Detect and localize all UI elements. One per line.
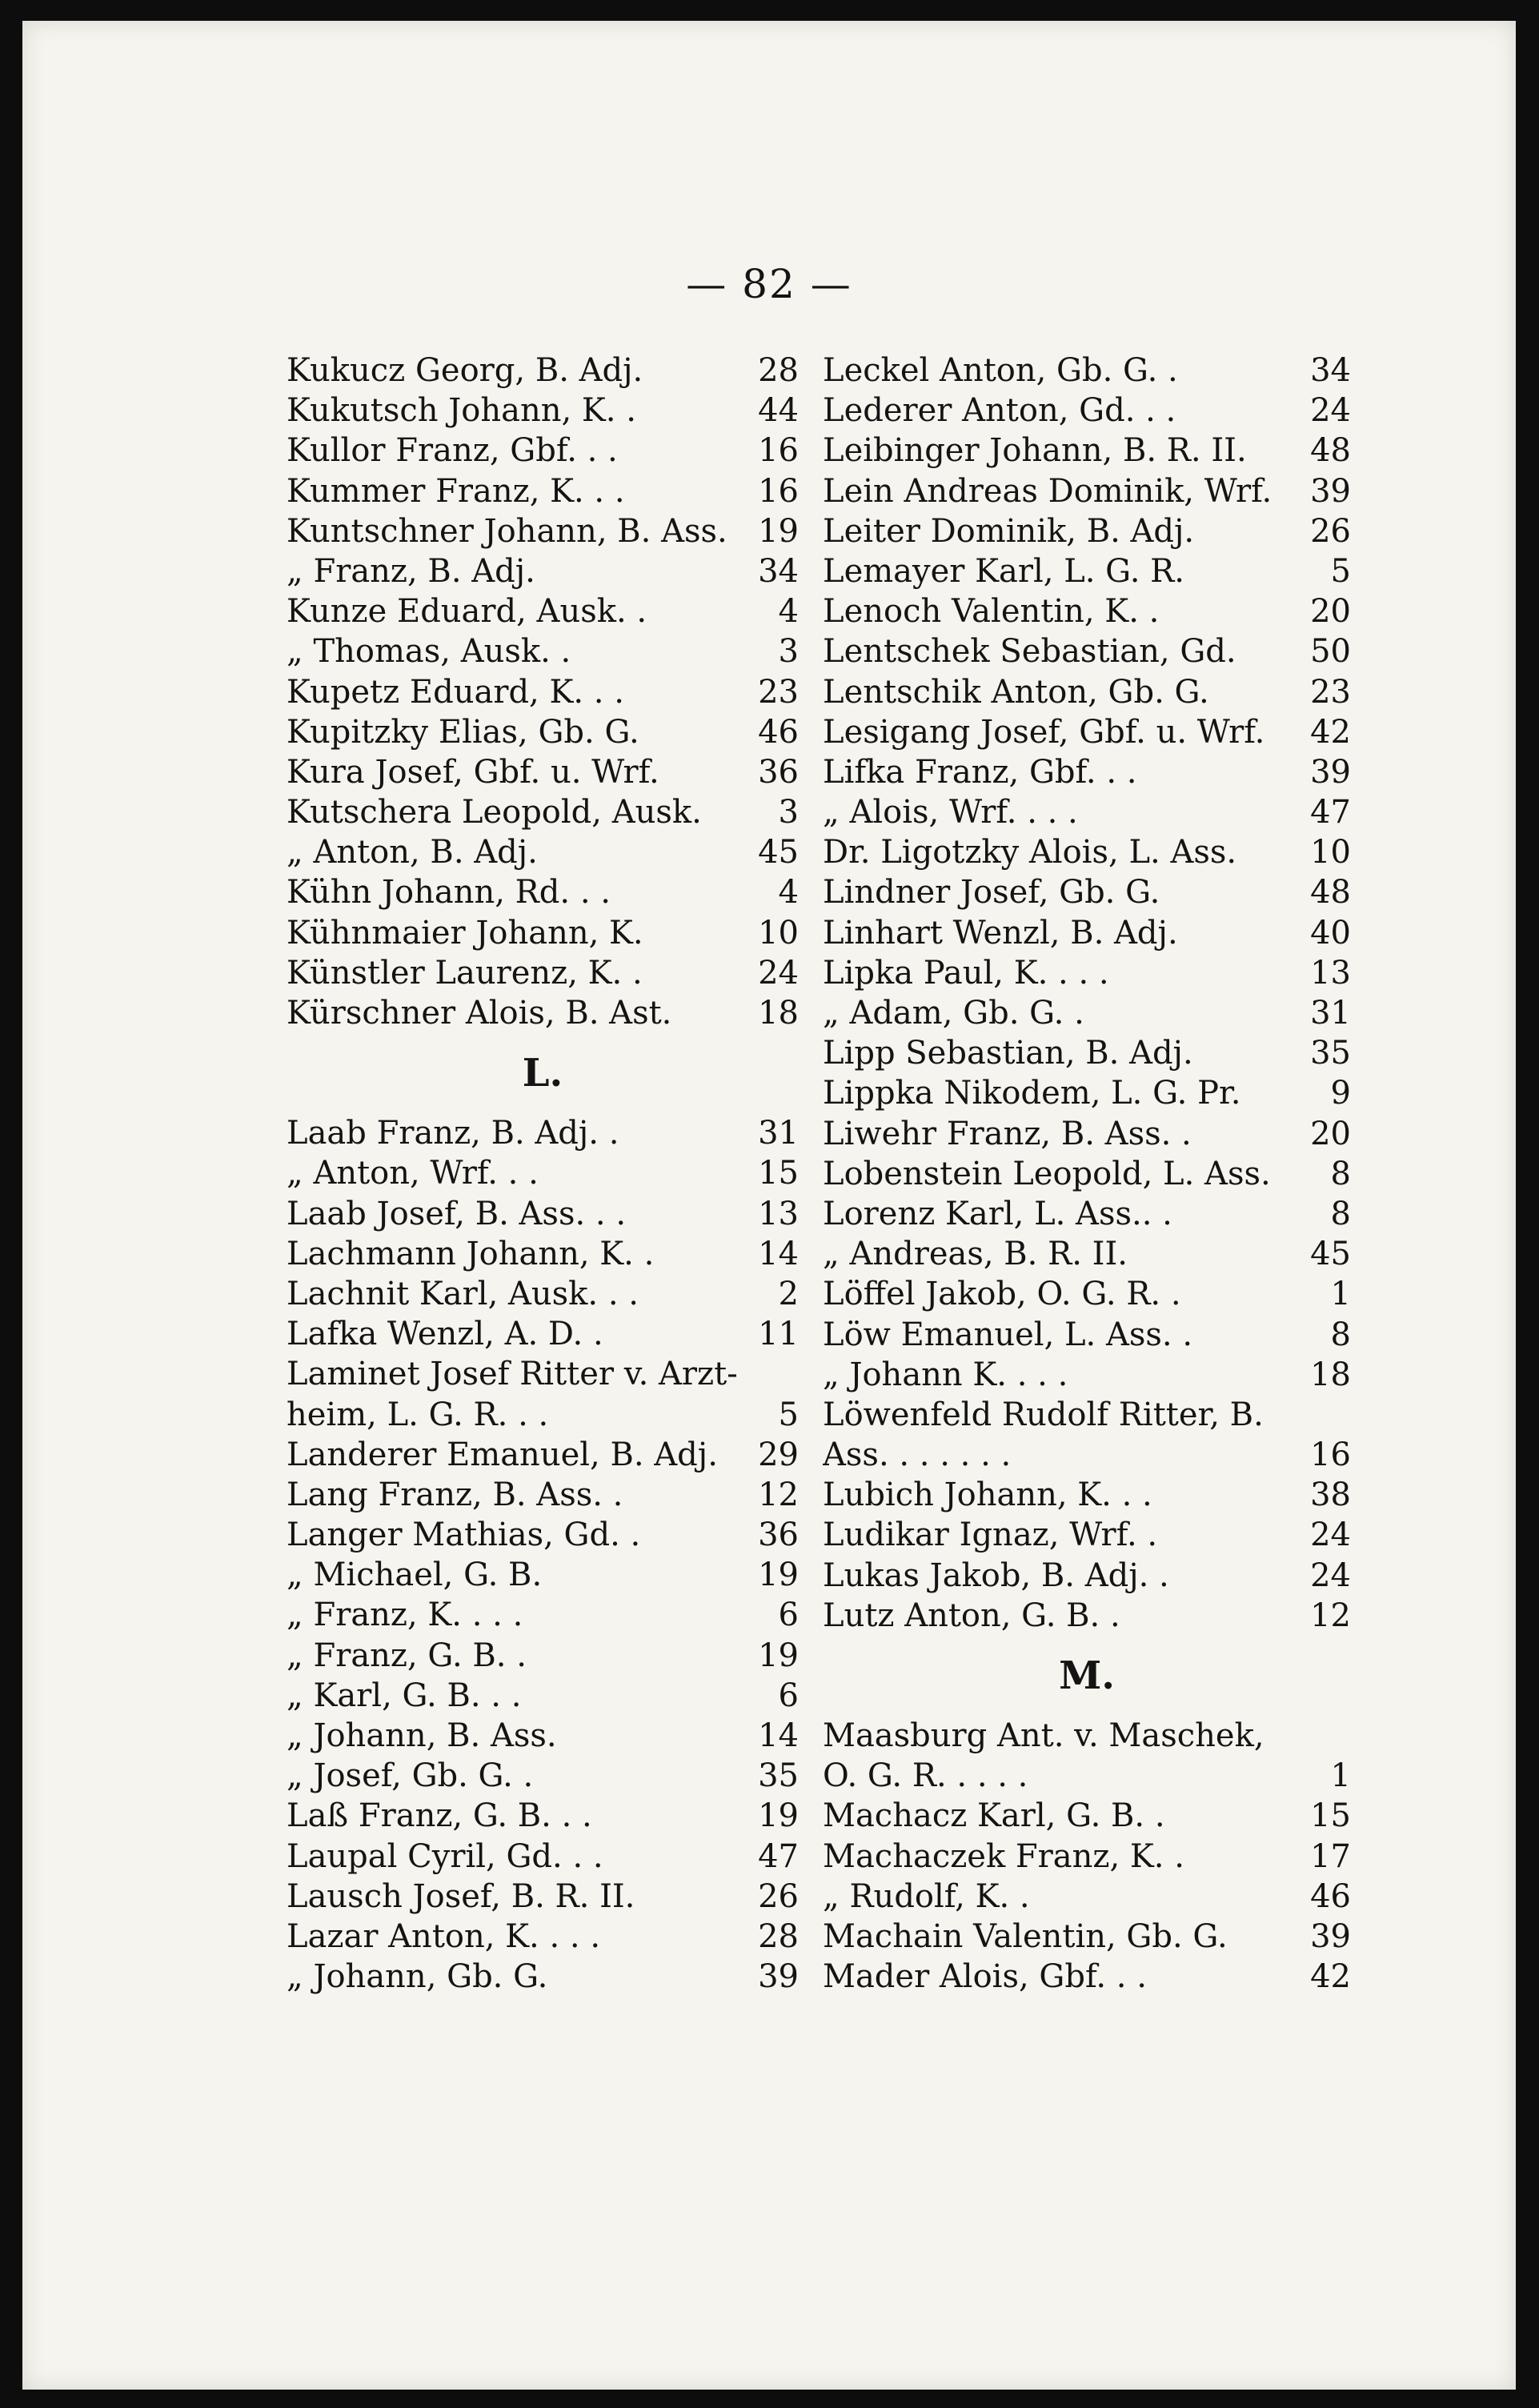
- entry-name: Dr. Ligotzky Alois, L. Ass.: [823, 834, 1237, 871]
- directory-entry: [823, 1194, 1351, 1234]
- entry-page-number: 2: [778, 1275, 799, 1312]
- entry-page-number: 23: [1310, 673, 1351, 711]
- entry-page-number: 19: [758, 1557, 799, 1594]
- entry-page-number: 38: [1310, 1476, 1351, 1514]
- directory-entry: [287, 993, 799, 1033]
- directory-entry: [287, 1234, 799, 1274]
- directory-entry: [823, 1114, 1351, 1154]
- directory-entry: [823, 631, 1351, 671]
- entry-name: Lein Andreas Dominik, Wrf.: [823, 472, 1272, 510]
- directory-entry: [823, 1355, 1351, 1395]
- entry-name: Lenoch Valentin, K. .: [823, 593, 1160, 631]
- directory-entry: [823, 511, 1351, 551]
- book-page: [22, 21, 1516, 2390]
- entry-name: Ass. . . . . . .: [823, 1436, 1012, 1474]
- entry-page-number: 24: [1310, 1517, 1351, 1554]
- entry-page-number: 19: [758, 1797, 799, 1835]
- entry-page-number: 36: [758, 1517, 799, 1554]
- entry-page-number: 1: [1330, 1276, 1351, 1313]
- entry-page-number: 13: [1310, 954, 1351, 992]
- right-entries-m: [823, 1716, 1351, 1997]
- entry-name: Lederer Anton, Gd. . .: [823, 392, 1176, 430]
- entry-name: Löwenfeld Rudolf Ritter, B.: [823, 1396, 1264, 1433]
- directory-entry: [287, 631, 799, 671]
- entry-name: Liwehr Franz, B. Ass. .: [823, 1115, 1192, 1152]
- entry-name: Kunze Eduard, Ausk. .: [287, 593, 647, 631]
- directory-entry: [287, 1314, 799, 1354]
- entry-page-number: 45: [1310, 1236, 1351, 1273]
- entry-page-number: 26: [758, 1877, 799, 1915]
- entry-page-number: 3: [778, 794, 799, 831]
- entry-page-number: 16: [1310, 1436, 1351, 1474]
- entry-name: Laupal Cyril, Gd. . .: [287, 1837, 603, 1875]
- directory-entry: [823, 913, 1351, 953]
- directory-entry: [287, 1354, 799, 1394]
- entry-page-number: 19: [758, 512, 799, 550]
- directory-entry: [287, 1877, 799, 1917]
- entry-name: „ Rudolf, K. .: [823, 1877, 1030, 1915]
- directory-entry: [287, 1676, 799, 1716]
- entry-page-number: 13: [758, 1195, 799, 1232]
- directory-entry: [823, 1756, 1351, 1796]
- entry-name: „ Franz, K. . . .: [287, 1597, 523, 1634]
- entry-page-number: 42: [1310, 1958, 1351, 1996]
- entry-name: Landerer Emanuel, B. Adj.: [287, 1436, 718, 1473]
- directory-entry: [287, 1957, 799, 1997]
- directory-entry: [287, 752, 799, 792]
- entry-name: Langer Mathias, Gd. .: [287, 1517, 641, 1554]
- directory-entry: [287, 1153, 799, 1193]
- entry-page-number: 34: [1310, 352, 1351, 389]
- directory-entry: [823, 391, 1351, 431]
- entry-page-number: 39: [758, 1958, 799, 1996]
- directory-entry: [823, 832, 1351, 872]
- entry-page-number: 47: [1310, 794, 1351, 831]
- entry-name: Lipp Sebastian, B. Adj.: [823, 1035, 1193, 1072]
- page-number: — 82 —: [686, 261, 852, 307]
- directory-entry: [287, 591, 799, 631]
- directory-entry: [823, 1073, 1351, 1113]
- entry-page-number: 24: [1310, 392, 1351, 430]
- entry-name: „ Anton, B. Adj.: [287, 834, 538, 871]
- directory-entry: [287, 953, 799, 993]
- entry-name: Lifka Franz, Gbf. . .: [823, 753, 1137, 791]
- entry-page-number: 42: [1310, 713, 1351, 751]
- directory-entry: [287, 1716, 799, 1756]
- directory-entry: [823, 1274, 1351, 1314]
- directory-entry: [823, 712, 1351, 752]
- entry-name: Kukucz Georg, B. Adj.: [287, 352, 643, 389]
- right-entries-l: [823, 351, 1351, 1636]
- directory-entry: [823, 1033, 1351, 1073]
- directory-entry: [823, 672, 1351, 712]
- directory-entry: [287, 431, 799, 471]
- directory-entry: [823, 1716, 1351, 1756]
- directory-entry: [287, 1435, 799, 1475]
- entry-page-number: 15: [758, 1155, 799, 1192]
- entry-page-number: 24: [1310, 1557, 1351, 1594]
- entry-name: Löffel Jakob, O. G. R. .: [823, 1276, 1181, 1313]
- entry-name: Machain Valentin, Gb. G.: [823, 1917, 1228, 1955]
- entry-page-number: 48: [1310, 432, 1351, 470]
- entry-name: Kupetz Eduard, K. . .: [287, 673, 624, 711]
- entry-page-number: 12: [1310, 1597, 1351, 1634]
- entry-name: Ludikar Ignaz, Wrf. .: [823, 1517, 1158, 1554]
- directory-entry: [823, 752, 1351, 792]
- entry-name: Leckel Anton, Gb. G. .: [823, 352, 1178, 389]
- left-column: [287, 351, 799, 1997]
- entry-page-number: 47: [758, 1837, 799, 1875]
- directory-entry: [823, 1515, 1351, 1555]
- entry-name: Lang Franz, B. Ass. .: [287, 1476, 623, 1513]
- directory-entry: [823, 792, 1351, 832]
- entry-name: Kura Josef, Gbf. u. Wrf.: [287, 753, 659, 791]
- entry-name: Lindner Josef, Gb. G.: [823, 874, 1160, 912]
- entry-page-number: 6: [778, 1677, 799, 1714]
- entry-name: „ Franz, B. Adj.: [287, 552, 535, 590]
- directory-entry: [823, 1435, 1351, 1475]
- entry-name: Laab Josef, B. Ass. . .: [287, 1195, 627, 1232]
- entry-page-number: 8: [1330, 1155, 1351, 1192]
- entry-page-number: 34: [758, 552, 799, 590]
- entry-name: „ Alois, Wrf. . . .: [823, 794, 1078, 831]
- entry-page-number: 23: [758, 673, 799, 711]
- entry-page-number: 31: [1310, 995, 1351, 1032]
- directory-entry: [823, 1957, 1351, 1997]
- entry-page-number: 20: [1310, 1115, 1351, 1152]
- entry-name: Lazar Anton, K. . . .: [287, 1917, 601, 1955]
- entry-name: Lipka Paul, K. . . .: [823, 954, 1109, 992]
- entry-page-number: 15: [1310, 1797, 1351, 1835]
- entry-page-number: 16: [758, 472, 799, 510]
- entry-page-number: 6: [778, 1597, 799, 1634]
- directory-entry: [823, 1837, 1351, 1877]
- entry-name: „ Andreas, B. R. II.: [823, 1236, 1128, 1273]
- entry-name: Leiter Dominik, B. Adj.: [823, 512, 1195, 550]
- entry-name: Lobenstein Leopold, L. Ass.: [823, 1155, 1271, 1192]
- directory-entry: [823, 1596, 1351, 1636]
- directory-entry: [823, 1315, 1351, 1355]
- entry-name: Künstler Laurenz, K. .: [287, 954, 643, 992]
- directory-entry: [287, 1756, 799, 1796]
- entry-name: „ Johann, B. Ass.: [287, 1717, 557, 1754]
- directory-entry: [823, 872, 1351, 912]
- entry-page-number: 16: [758, 432, 799, 470]
- entry-page-number: 4: [778, 593, 799, 631]
- directory-entry: [823, 993, 1351, 1033]
- entry-name: O. G. R. . . . .: [823, 1757, 1028, 1795]
- entry-page-number: 5: [1330, 552, 1351, 590]
- entry-name: Kukutsch Johann, K. .: [287, 392, 636, 430]
- entry-page-number: 1: [1330, 1757, 1351, 1795]
- directory-entry: [287, 913, 799, 953]
- entry-name: Maasburg Ant. v. Maschek,: [823, 1717, 1264, 1754]
- directory-entry: [287, 1395, 799, 1435]
- entry-page-number: 28: [758, 1917, 799, 1955]
- entry-page-number: 12: [758, 1476, 799, 1513]
- directory-entry: [823, 1154, 1351, 1194]
- entry-page-number: 3: [778, 633, 799, 671]
- entry-name: Linhart Wenzl, B. Adj.: [823, 914, 1178, 952]
- directory-entry: [287, 872, 799, 912]
- directory-entry: [287, 1837, 799, 1877]
- entry-name: „ Johann K. . . .: [823, 1356, 1068, 1393]
- entry-page-number: 9: [1330, 1075, 1351, 1112]
- entry-page-number: 18: [1310, 1356, 1351, 1393]
- directory-entry: [287, 672, 799, 712]
- entry-name: „ Anton, Wrf. . .: [287, 1155, 539, 1192]
- entry-name: „ Karl, G. B. . .: [287, 1677, 522, 1714]
- entry-name: Lachnit Karl, Ausk. . .: [287, 1275, 639, 1312]
- entry-name: Machacz Karl, G. B. .: [823, 1797, 1165, 1835]
- entry-name: Lemayer Karl, L. G. R.: [823, 552, 1184, 590]
- entry-name: Laß Franz, G. B. . .: [287, 1797, 592, 1835]
- directory-entry: [823, 1234, 1351, 1274]
- entry-name: „ Josef, Gb. G. .: [287, 1757, 534, 1795]
- entry-name: Lubich Johann, K. . .: [823, 1476, 1152, 1514]
- left-entries-l: [287, 1113, 799, 1997]
- directory-entry: [287, 551, 799, 591]
- entry-name: Kutschera Leopold, Ausk.: [287, 794, 702, 831]
- directory-entry: [823, 1917, 1351, 1957]
- directory-entry: [287, 712, 799, 752]
- directory-entry: [823, 1877, 1351, 1917]
- entry-name: Lukas Jakob, B. Adj. .: [823, 1557, 1169, 1594]
- entry-page-number: 40: [1310, 914, 1351, 952]
- entry-name: „ Johann, Gb. G.: [287, 1958, 548, 1996]
- entry-name: „ Thomas, Ausk. .: [287, 633, 571, 671]
- entry-page-number: 44: [758, 392, 799, 430]
- entry-page-number: 17: [1310, 1837, 1351, 1875]
- entry-page-number: 26: [1310, 512, 1351, 550]
- entry-name: Kullor Franz, Gbf. . .: [287, 432, 618, 470]
- directory-entry: [823, 1395, 1351, 1435]
- entry-name: Kühn Johann, Rd. . .: [287, 874, 611, 912]
- entry-name: Lorenz Karl, L. Ass.. .: [823, 1195, 1172, 1232]
- entry-name: Lesigang Josef, Gbf. u. Wrf.: [823, 713, 1265, 751]
- entry-name: heim, L. G. R. . .: [287, 1396, 549, 1433]
- entry-page-number: 10: [1310, 834, 1351, 871]
- entry-page-number: 39: [1310, 1917, 1351, 1955]
- entry-name: Löw Emanuel, L. Ass. .: [823, 1316, 1193, 1353]
- entry-name: „ Franz, G. B. .: [287, 1637, 527, 1674]
- entry-name: Laab Franz, B. Adj. .: [287, 1115, 619, 1152]
- entry-name: Kürschner Alois, B. Ast.: [287, 995, 672, 1032]
- directory-entry: [823, 953, 1351, 993]
- directory-entry: [287, 832, 799, 872]
- directory-entry: [823, 1475, 1351, 1515]
- directory-entry: [823, 471, 1351, 511]
- directory-entry: [823, 431, 1351, 471]
- entry-name: Lentschek Sebastian, Gd.: [823, 633, 1236, 671]
- entry-name: Lutz Anton, G. B. .: [823, 1597, 1120, 1634]
- directory-entry: [287, 1636, 799, 1676]
- entry-name: Mader Alois, Gbf. . .: [823, 1958, 1147, 1996]
- entry-name: Leibinger Johann, B. R. II.: [823, 432, 1247, 470]
- directory-entry: [287, 471, 799, 511]
- entry-name: Kühnmaier Johann, K.: [287, 914, 643, 952]
- directory-entry: [287, 1595, 799, 1635]
- directory-entry: [287, 1796, 799, 1836]
- entry-name: Machaczek Franz, K. .: [823, 1837, 1184, 1875]
- entry-page-number: 28: [758, 352, 799, 389]
- entry-page-number: 46: [1310, 1877, 1351, 1915]
- section-heading-m: M.: [1059, 1653, 1115, 1698]
- entry-page-number: 46: [758, 713, 799, 751]
- entry-name: Lentschik Anton, Gb. G.: [823, 673, 1209, 711]
- entry-name: Lippka Nikodem, L. G. Pr.: [823, 1075, 1241, 1112]
- directory-entry: [287, 1274, 799, 1314]
- entry-name: Lafka Wenzl, A. D. .: [287, 1316, 603, 1353]
- entry-page-number: 48: [1310, 874, 1351, 912]
- directory-entry: [287, 1917, 799, 1957]
- directory-entry: [287, 1113, 799, 1153]
- entry-name: „ Adam, Gb. G. .: [823, 995, 1084, 1032]
- entry-page-number: 5: [778, 1396, 799, 1433]
- directory-entry: [287, 391, 799, 431]
- entry-page-number: 4: [778, 874, 799, 912]
- directory-entry: [823, 1796, 1351, 1836]
- entry-page-number: 31: [758, 1115, 799, 1152]
- entry-page-number: 10: [758, 914, 799, 952]
- entry-name: Kuntschner Johann, B. Ass.: [287, 512, 727, 550]
- right-column: [823, 351, 1351, 1997]
- entry-page-number: 39: [1310, 472, 1351, 510]
- directory-entry: [823, 551, 1351, 591]
- entry-page-number: 8: [1330, 1195, 1351, 1232]
- entry-page-number: 14: [758, 1235, 799, 1272]
- entry-page-number: 18: [758, 995, 799, 1032]
- entry-page-number: 50: [1310, 633, 1351, 671]
- section-heading-l: L.: [522, 1051, 563, 1096]
- entry-page-number: 20: [1310, 593, 1351, 631]
- entry-page-number: 29: [758, 1436, 799, 1473]
- entry-page-number: 36: [758, 753, 799, 791]
- left-entries-k: [287, 351, 799, 1033]
- directory-entry: [287, 511, 799, 551]
- entry-page-number: 39: [1310, 753, 1351, 791]
- entry-page-number: 19: [758, 1637, 799, 1674]
- directory-entry: [287, 1555, 799, 1595]
- entry-name: Kupitzky Elias, Gb. G.: [287, 713, 639, 751]
- entry-name: Lachmann Johann, K. .: [287, 1235, 655, 1272]
- directory-entry: [823, 1556, 1351, 1596]
- entry-page-number: 45: [758, 834, 799, 871]
- entry-name: Lausch Josef, B. R. II.: [287, 1877, 635, 1915]
- entry-name: Kummer Franz, K. . .: [287, 472, 625, 510]
- entry-page-number: 11: [758, 1316, 799, 1353]
- entry-page-number: 35: [1310, 1035, 1351, 1072]
- directory-entry: [287, 351, 799, 391]
- directory-entry: [823, 591, 1351, 631]
- entry-name: „ Michael, G. B.: [287, 1557, 543, 1594]
- directory-entry: [287, 1194, 799, 1234]
- directory-entry: [287, 1475, 799, 1515]
- entry-page-number: 8: [1330, 1316, 1351, 1353]
- directory-entry: [287, 792, 799, 832]
- directory-entry: [823, 351, 1351, 391]
- entry-page-number: 35: [758, 1757, 799, 1795]
- entry-name: Laminet Josef Ritter v. Arzt-: [287, 1356, 738, 1393]
- entry-page-number: 14: [758, 1717, 799, 1754]
- directory-entry: [287, 1515, 799, 1555]
- entry-page-number: 24: [758, 954, 799, 992]
